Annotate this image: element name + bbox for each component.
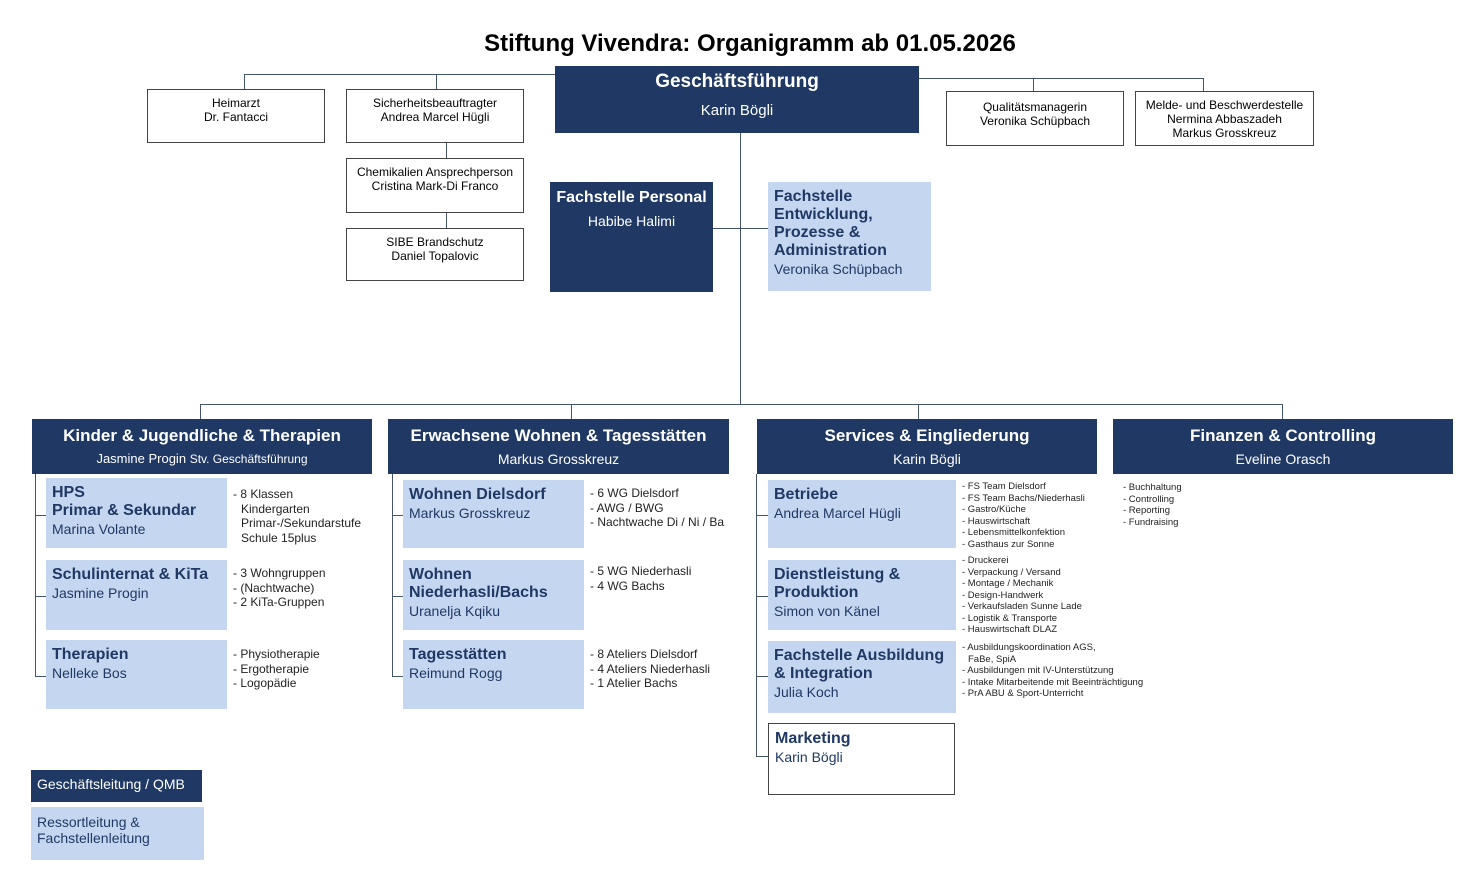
staff-box-brandschutz	[346, 228, 524, 281]
staff-role: Sicherheitsbeauftragter	[372, 96, 498, 110]
detail-item: - Ausbildungskoordination AGS,	[962, 642, 1096, 653]
unit-lead: Markus Grosskreuz	[409, 505, 531, 521]
detail-item: - 4 Ateliers Niederhasli	[590, 661, 711, 676]
unit-title: Therapien	[52, 646, 129, 663]
fachstelle-entwicklung-title	[774, 188, 925, 260]
unit-lead: Karin Bögli	[775, 749, 843, 765]
fachstelle-entwicklung-title-line: Administration	[774, 242, 887, 259]
division-details-finanzen	[1123, 482, 1182, 528]
unit-therapien	[46, 640, 227, 709]
detail-item: - Druckerei	[962, 555, 1009, 566]
division-head: Karin Bögli	[893, 451, 961, 467]
management-name: Karin Bögli	[700, 102, 774, 119]
detail-item: - Montage / Mechanik	[962, 578, 1054, 589]
detail-item: - Controlling	[1123, 493, 1175, 505]
legend-department	[31, 807, 204, 860]
unit-dienstleistung	[768, 560, 956, 630]
detail-item: Primar-/Sekundarstufe	[241, 516, 362, 530]
detail-item: FaBe, SpiA	[968, 653, 1017, 665]
unit-lead: Andrea Marcel Hügli	[774, 505, 901, 521]
division-head: Eveline Orasch	[1235, 451, 1331, 467]
detail-item: - FS Team Bachs/Niederhasli	[962, 492, 1085, 504]
unit-hps	[46, 478, 227, 548]
detail-item: - Logistik & Transporte	[962, 612, 1058, 624]
detail-item: Kindergarten	[241, 501, 310, 516]
unit-wohnen-niederhasli	[403, 560, 584, 630]
staff-name: Dr. Fantacci	[203, 110, 269, 124]
staff-box-qualitaet	[946, 91, 1124, 146]
unit-title: Dienstleistung &	[774, 566, 901, 583]
unit-lead: Nelleke Bos	[52, 665, 127, 681]
division-header-erwachsene	[388, 419, 729, 474]
fachstelle-personal-title: Fachstelle Personal	[556, 189, 707, 206]
fachstelle-personal-name: Habibe Halimi	[587, 213, 676, 229]
unit-fachstelle-ausbildung	[768, 641, 956, 713]
detail-item: - Buchhaltung	[1123, 482, 1182, 493]
unit-details-dienstleistung	[962, 555, 1082, 636]
unit-betriebe	[768, 480, 956, 548]
staff-role: SIBE Brandschutz	[386, 235, 484, 249]
staff-name: Nermina Abbaszadeh	[1167, 112, 1282, 126]
management-box	[555, 66, 919, 133]
detail-item: - Logopädie	[233, 676, 297, 690]
detail-item: - Gastro/Küche	[962, 504, 1026, 515]
unit-details-schulinternat	[233, 566, 326, 610]
unit-title: Fachstelle Ausbildung	[774, 647, 945, 664]
unit-schulinternat	[46, 560, 227, 630]
unit-details-hps	[233, 487, 361, 545]
unit-lead: Marina Volante	[52, 521, 146, 537]
fachstelle-entwicklung-name: Veronika Schüpbach	[774, 261, 903, 277]
division-title: Finanzen & Controlling	[1189, 426, 1377, 445]
division-head-name: Jasmine Progin	[96, 451, 187, 466]
detail-item: - Verkaufsladen Sunne Lade	[962, 601, 1082, 612]
legend-label: Fachstellenleitung	[37, 830, 150, 846]
detail-item: - Intake Mitarbeitende mit Beeinträchtigung	[962, 676, 1144, 688]
unit-lead: Jasmine Progin	[52, 585, 149, 601]
detail-item: - Verpackung / Versand	[962, 566, 1061, 578]
staff-name: Andrea Marcel Hügli	[380, 110, 490, 124]
unit-lead: Julia Koch	[774, 684, 839, 700]
detail-item: - Physiotherapie	[233, 647, 320, 661]
detail-item: - (Nachtwache)	[233, 580, 315, 595]
division-head	[32, 451, 372, 466]
unit-title: Wohnen Dielsdorf	[409, 486, 546, 503]
staff-box-heimarzt	[147, 89, 325, 143]
detail-item: - AWG / BWG	[590, 500, 664, 515]
detail-item: - Ausbildungen mit IV-Unterstützung	[962, 665, 1114, 676]
unit-title: Wohnen	[409, 566, 472, 583]
fachstelle-entwicklung-title-line: Entwicklung,	[774, 206, 873, 223]
staff-name: Daniel Topalovic	[391, 249, 479, 263]
unit-title: Marketing	[775, 730, 851, 747]
division-head-note: Stv. Geschäftsführung	[189, 452, 308, 466]
unit-title: Primar & Sekundar	[52, 502, 197, 519]
unit-details-wohnen-dielsdorf	[590, 486, 724, 530]
detail-item: - 2 KiTa-Gruppen	[233, 595, 325, 609]
unit-wohnen-dielsdorf	[403, 480, 584, 548]
division-head: Markus Grosskreuz	[497, 451, 620, 467]
staff-role: Heimarzt	[211, 96, 260, 110]
unit-details-wohnen-niederhasli	[590, 564, 691, 593]
detail-item: - Design-Handwerk	[962, 589, 1044, 601]
legend-label: Geschäftsleitung / QMB	[37, 776, 185, 792]
detail-item: Schule 15plus	[241, 530, 317, 545]
detail-item: - Ergotherapie	[233, 661, 310, 676]
detail-item: - Lebensmittelkonfektion	[962, 527, 1065, 538]
staff-role: Chemikalien Ansprechperson	[356, 165, 514, 179]
management-title: Geschäftsführung	[655, 71, 819, 92]
fachstelle-entwicklung-box	[768, 182, 931, 291]
unit-title: Tagesstätten	[409, 646, 507, 663]
unit-title: Niederhasli/Bachs	[409, 584, 548, 601]
unit-lead: Uranelja Kqiku	[409, 603, 501, 619]
staff-box-chemikalien	[346, 158, 524, 213]
division-title: Erwachsene Wohnen & Tagesstätten	[410, 426, 707, 445]
division-header-services	[757, 419, 1097, 474]
unit-title: Schulinternat & KiTa	[52, 566, 209, 583]
unit-details-betriebe	[962, 481, 1085, 550]
staff-box-sicherheit	[346, 89, 524, 143]
detail-item: - Hauswirtschaft	[962, 515, 1031, 527]
fachstelle-entwicklung-title-line: Prozesse &	[774, 224, 861, 241]
staff-box-meldestelle	[1135, 91, 1314, 146]
detail-item: - 8 Ateliers Dielsdorf	[590, 647, 698, 661]
detail-item: - 8 Klassen	[233, 487, 294, 501]
detail-item: - Gasthaus zur Sonne	[962, 538, 1055, 550]
staff-name: Veronika Schüpbach	[979, 114, 1091, 128]
detail-item: - 5 WG Niederhasli	[590, 564, 692, 578]
unit-title: Produktion	[774, 584, 859, 601]
division-header-finanzen	[1113, 419, 1453, 474]
detail-item: - 1 Atelier Bachs	[590, 676, 678, 690]
detail-item: - Nachtwache Di / Ni / Ba	[590, 515, 725, 529]
unit-title: & Integration	[774, 665, 873, 682]
detail-item: - 6 WG Dielsdorf	[590, 486, 679, 500]
staff-role: Qualitätsmanagerin	[982, 100, 1088, 114]
legend-label: Ressortleitung &	[37, 814, 140, 830]
division-header-kinder	[32, 419, 372, 474]
unit-lead: Reimund Rogg	[409, 665, 503, 681]
unit-title: HPS	[52, 484, 85, 501]
staff-role: Melde- und Beschwerdestelle	[1145, 98, 1304, 112]
page-title: Stiftung Vivendra: Organigramm ab 01.05.2026	[484, 30, 1016, 57]
unit-details-therapien	[233, 647, 320, 691]
detail-item: - FS Team Dielsdorf	[962, 481, 1046, 492]
unit-lead: Simon von Känel	[774, 603, 880, 619]
detail-item: - PrA ABU & Sport-Unterricht	[962, 688, 1084, 699]
detail-item: - Reporting	[1123, 505, 1170, 516]
unit-tagesstaetten	[403, 640, 584, 709]
fachstelle-personal-box	[550, 182, 713, 292]
detail-item: - Fundraising	[1123, 516, 1179, 528]
division-title: Services & Eingliederung	[824, 426, 1030, 445]
division-title: Kinder & Jugendliche & Therapien	[63, 426, 341, 445]
staff-name-2: Markus Grosskreuz	[1172, 126, 1277, 140]
staff-name: Cristina Mark-Di Franco	[371, 179, 499, 193]
unit-marketing	[768, 723, 955, 795]
unit-details-fachstelle-ausbildung	[962, 642, 1143, 700]
legend-leadership	[31, 770, 202, 802]
detail-item: - 4 WG Bachs	[590, 578, 665, 593]
unit-details-tagesstaetten	[590, 647, 710, 691]
unit-title: Betriebe	[774, 486, 839, 503]
detail-item: - Hauswirtschaft DLAZ	[962, 624, 1058, 635]
detail-item: - 3 Wohngruppen	[233, 566, 326, 580]
fachstelle-entwicklung-title-line: Fachstelle	[774, 188, 853, 205]
